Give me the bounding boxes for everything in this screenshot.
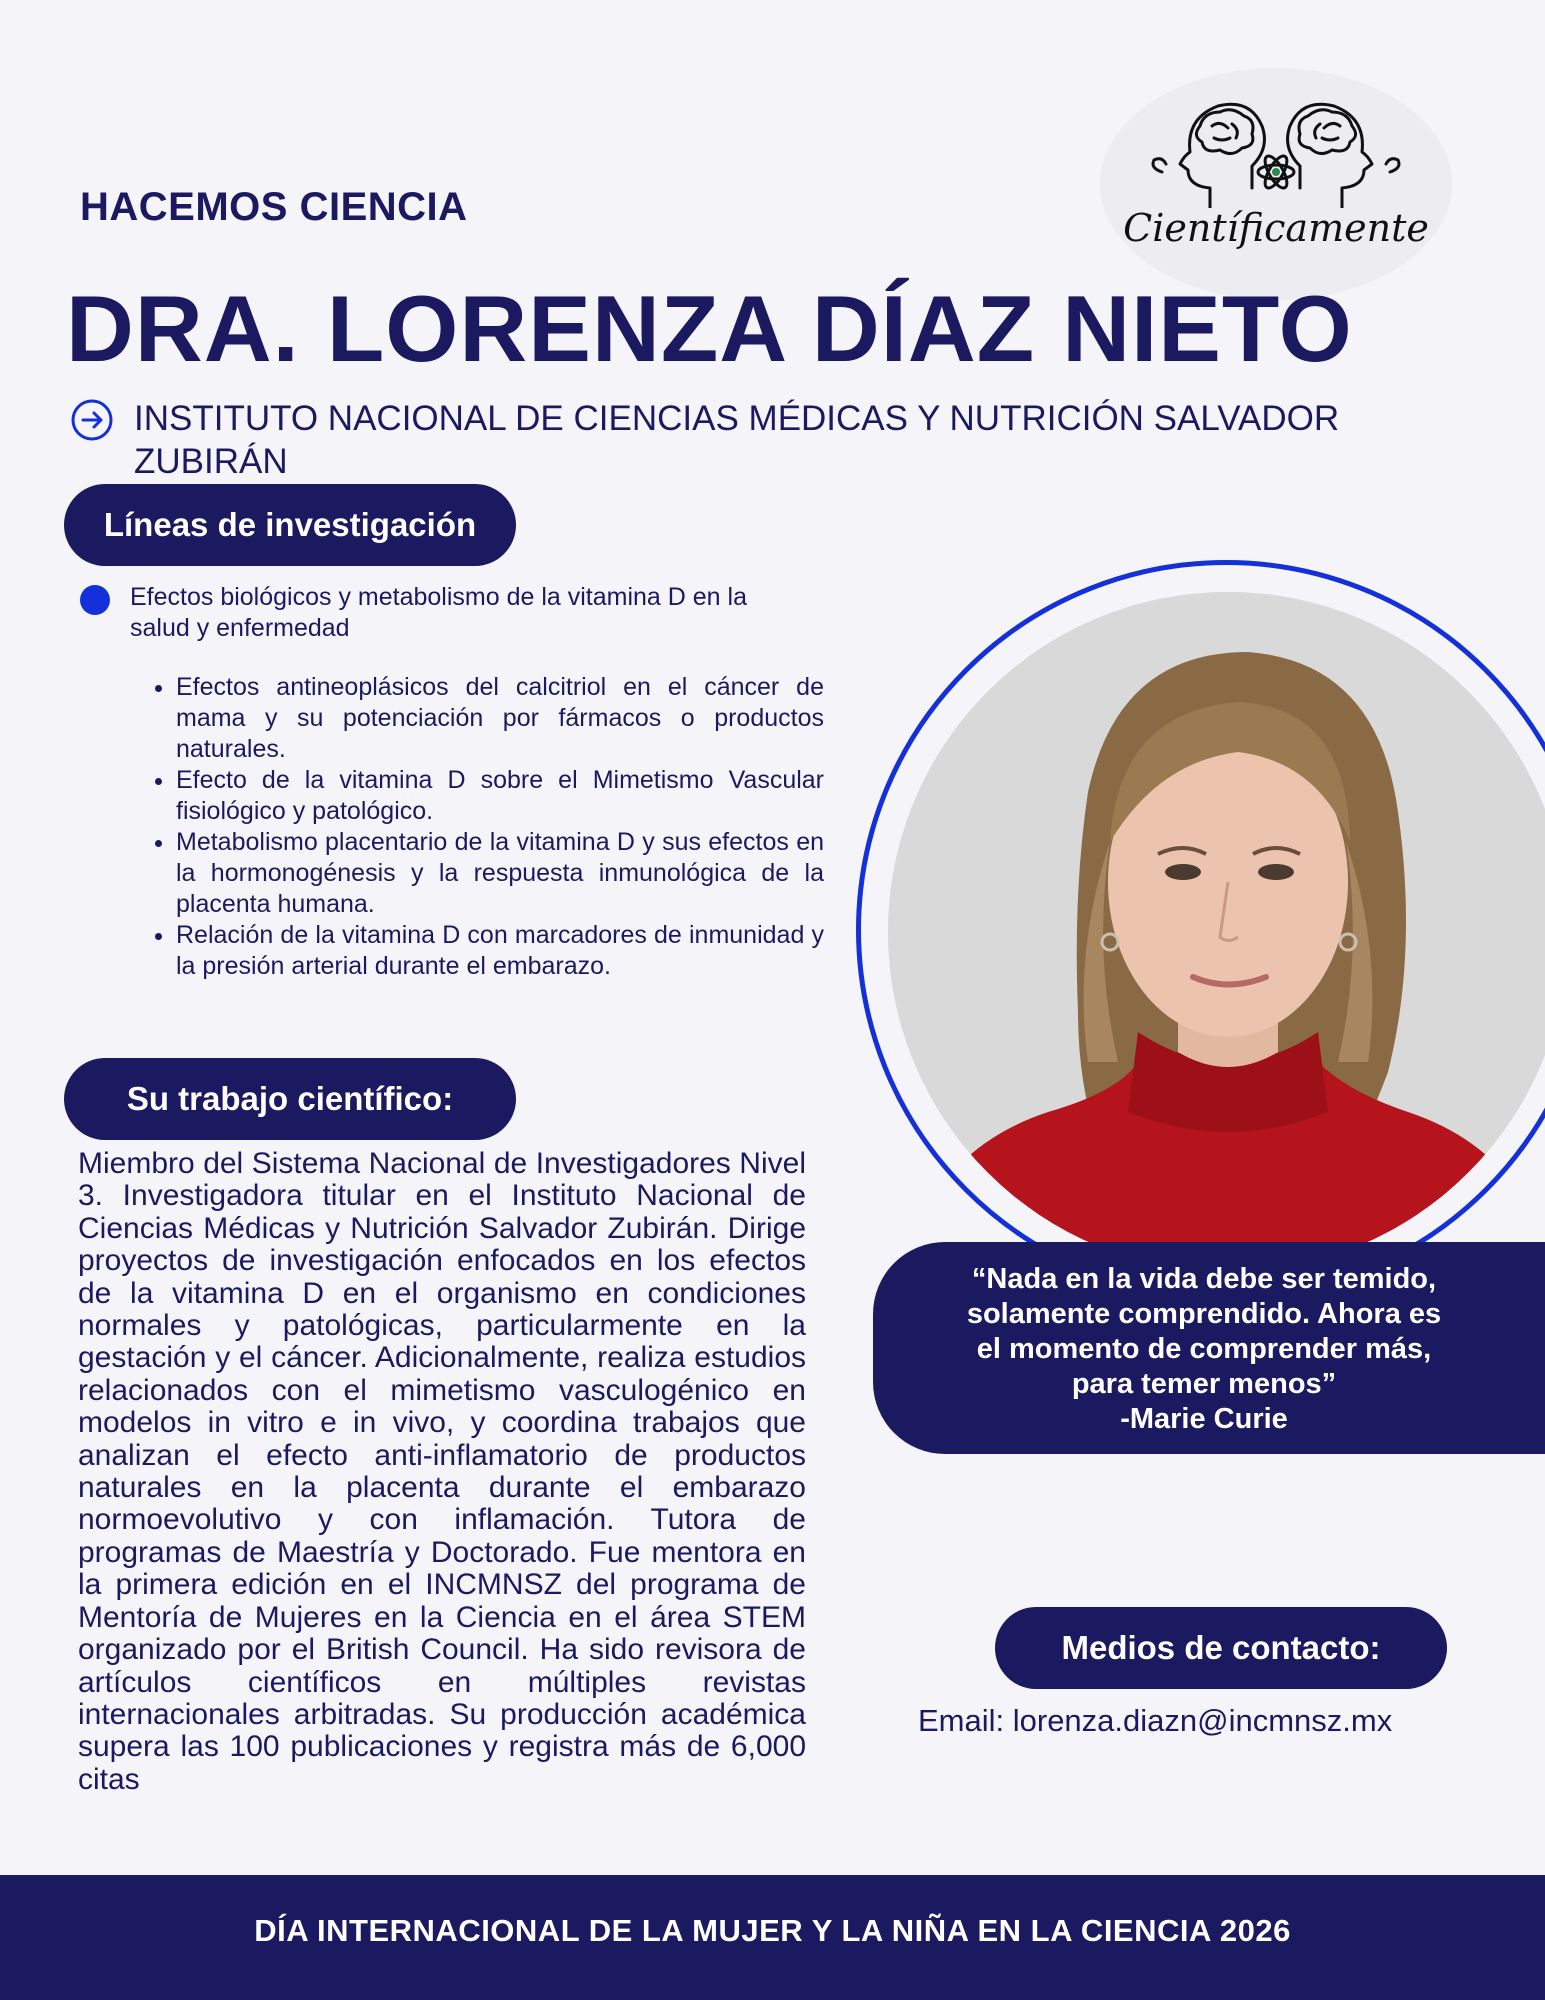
logo-wordmark: Científicamente: [1123, 206, 1429, 250]
pre-title: HACEMOS CIENCIA: [80, 185, 468, 229]
quote-author: -Marie Curie: [1120, 1403, 1288, 1435]
quote-line: el momento de comprender más,: [976, 1333, 1432, 1365]
quote-line: “Nada en la vida debe ser temido,: [971, 1263, 1437, 1295]
portrait-photo: [888, 592, 1545, 1272]
footer-bar: [0, 1875, 1545, 2000]
bullet-dot-icon: [80, 585, 110, 615]
footer-text: DÍA INTERNACIONAL DE LA MUJER Y LA NIÑA EN LA CIENCIA 2026: [254, 1913, 1291, 1948]
quote-line: solamente comprendido. Ahora es: [966, 1298, 1442, 1330]
quote-text: [873, 1262, 1535, 1437]
email-text[interactable]: Email: lorenza.diazn@incmnsz.mx: [918, 1703, 1393, 1738]
scientific-work-heading: Su trabajo científico:: [64, 1058, 516, 1140]
brains-icon: [1100, 68, 1452, 208]
quote-line: para temer menos”: [1071, 1368, 1337, 1400]
list-item: • Metabolismo placentario de la vitamina D y sus efectos en la hormonogénesis y la respuesta inmunológica de la placenta humana.: [176, 827, 824, 920]
arrow-right-circle-icon: [64, 397, 120, 443]
contact-heading: Medios de contacto:: [995, 1607, 1447, 1689]
page-title: DRA. LORENZA DÍAZ NIETO: [66, 276, 1353, 381]
cientificamente-logo: [1100, 68, 1452, 300]
quote-box: [873, 1242, 1545, 1454]
portrait-illustration: [888, 592, 1545, 1272]
research-lines-heading: Líneas de investigación: [64, 484, 516, 566]
list-item: • Relación de la vitamina D con marcadores de inmunidad y la presión arterial durante el embarazo.: [176, 920, 824, 982]
main-research-line: Efectos biológicos y metabolismo de la vitamina D en la salud y enfermedad: [130, 583, 747, 642]
bio-text: Miembro del Sistema Nacional de Investigadores Nivel 3. Investigadora titular en el Instituto Nacional de Ciencias Médicas y Nutrición Salvador Zubirán. Dirige proyectos de investigación enfocados en los efectos de la vitamina D en el organismo en condiciones normales y patológicas, particularmente en la gestación y el cáncer. Adicionalmente, realiza estudios relacionados con el mimetismo vasculogénico en modelos in vitro e in vivo, y coordina trabajos que analizan el efecto anti-inflamatorio de productos naturales en la placenta durante el embarazo normoevolutivo y con inflamación. Tutora de programas de Maestría y Doctorado. Fue mentora en la primera edición en el INCMNSZ del programa de Mentoría de Mujeres en la Ciencia en el área STEM organizado por el British Council. Ha sido revisora de artículos científicos en múltiples revistas internacionales arbitradas. Su producción académica supera las 100 publicaciones y registra más de 6,000 citas: [78, 1147, 806, 1796]
research-sublist: [140, 672, 824, 982]
institution-name: INSTITUTO NACIONAL DE CIENCIAS MÉDICAS Y NUTRICIÓN SALVADOR ZUBIRÁN: [134, 399, 1340, 481]
list-item: • Efectos antineoplásicos del calcitriol en el cáncer de mama y su potenciación por fármacos o productos naturales.: [176, 672, 824, 765]
list-item: • Efecto de la vitamina D sobre el Mimetismo Vascular fisiológico y patológico.: [176, 765, 824, 827]
